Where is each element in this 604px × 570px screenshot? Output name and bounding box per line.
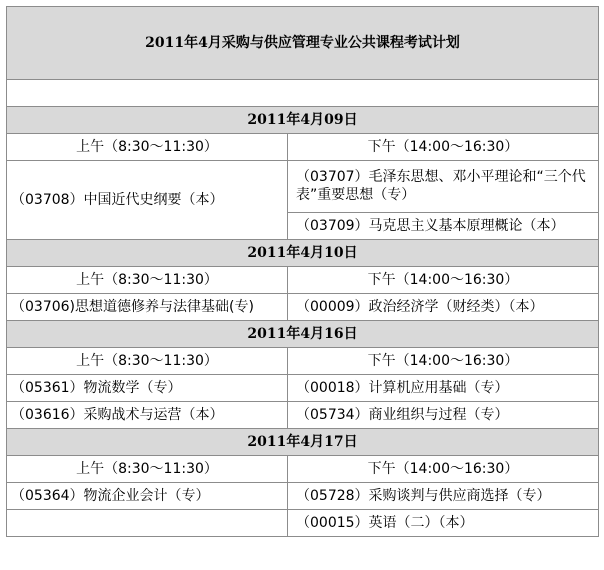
morning-exam: （03616）采购战术与运营（本） bbox=[7, 402, 288, 429]
slot-header-row bbox=[7, 456, 599, 483]
exam-row bbox=[7, 375, 599, 402]
afternoon-slot-header: 下午（14:00～16:30） bbox=[288, 267, 599, 294]
exam-row bbox=[7, 510, 599, 537]
exam-date: 2011年4月09日 bbox=[7, 107, 599, 134]
date-row bbox=[7, 321, 599, 348]
slot-header-row bbox=[7, 348, 599, 375]
date-row bbox=[7, 107, 599, 134]
blank-cell bbox=[7, 80, 599, 107]
afternoon-exam: （00018）计算机应用基础（专） bbox=[288, 375, 599, 402]
morning-exam-empty bbox=[7, 510, 288, 537]
exam-date: 2011年4月17日 bbox=[7, 429, 599, 456]
exam-row bbox=[7, 402, 599, 429]
morning-exam: （03706)思想道德修养与法律基础(专) bbox=[7, 294, 288, 321]
date-row bbox=[7, 429, 599, 456]
afternoon-slot-header: 下午（14:00～16:30） bbox=[288, 134, 599, 161]
slot-header-row bbox=[7, 267, 599, 294]
blank-row bbox=[7, 80, 599, 107]
exam-row bbox=[7, 483, 599, 510]
afternoon-slot-header: 下午（14:00～16:30） bbox=[288, 348, 599, 375]
afternoon-exam: （05734）商业组织与过程（专） bbox=[288, 402, 599, 429]
afternoon-slot-header: 下午（14:00～16:30） bbox=[288, 456, 599, 483]
title-row bbox=[7, 7, 599, 80]
exam-schedule-table bbox=[6, 6, 599, 537]
morning-exam: （05361）物流数学（专） bbox=[7, 375, 288, 402]
morning-slot-header: 上午（8:30～11:30） bbox=[7, 267, 288, 294]
slot-header-row bbox=[7, 134, 599, 161]
morning-exam: （03708）中国近代史纲要（本） bbox=[7, 161, 288, 240]
afternoon-exam: （05728）采购谈判与供应商选择（专） bbox=[288, 483, 599, 510]
morning-slot-header: 上午（8:30～11:30） bbox=[7, 456, 288, 483]
exam-date: 2011年4月10日 bbox=[7, 240, 599, 267]
morning-slot-header: 上午（8:30～11:30） bbox=[7, 348, 288, 375]
schedule-title: 2011年4月采购与供应管理专业公共课程考试计划 bbox=[7, 7, 599, 80]
exam-date: 2011年4月16日 bbox=[7, 321, 599, 348]
afternoon-exam: （03709）马克思主义基本原理概论（本） bbox=[288, 212, 599, 239]
afternoon-exam: （00015）英语（二）（本） bbox=[288, 510, 599, 537]
afternoon-exam: （03707）毛泽东思想、邓小平理论和“三个代表”重要思想（专） bbox=[288, 161, 599, 213]
exam-row bbox=[7, 161, 599, 213]
date-row bbox=[7, 240, 599, 267]
morning-slot-header: 上午（8:30～11:30） bbox=[7, 134, 288, 161]
exam-row bbox=[7, 294, 599, 321]
afternoon-exam: （00009）政治经济学（财经类）（本） bbox=[288, 294, 599, 321]
morning-exam: （05364）物流企业会计（专） bbox=[7, 483, 288, 510]
